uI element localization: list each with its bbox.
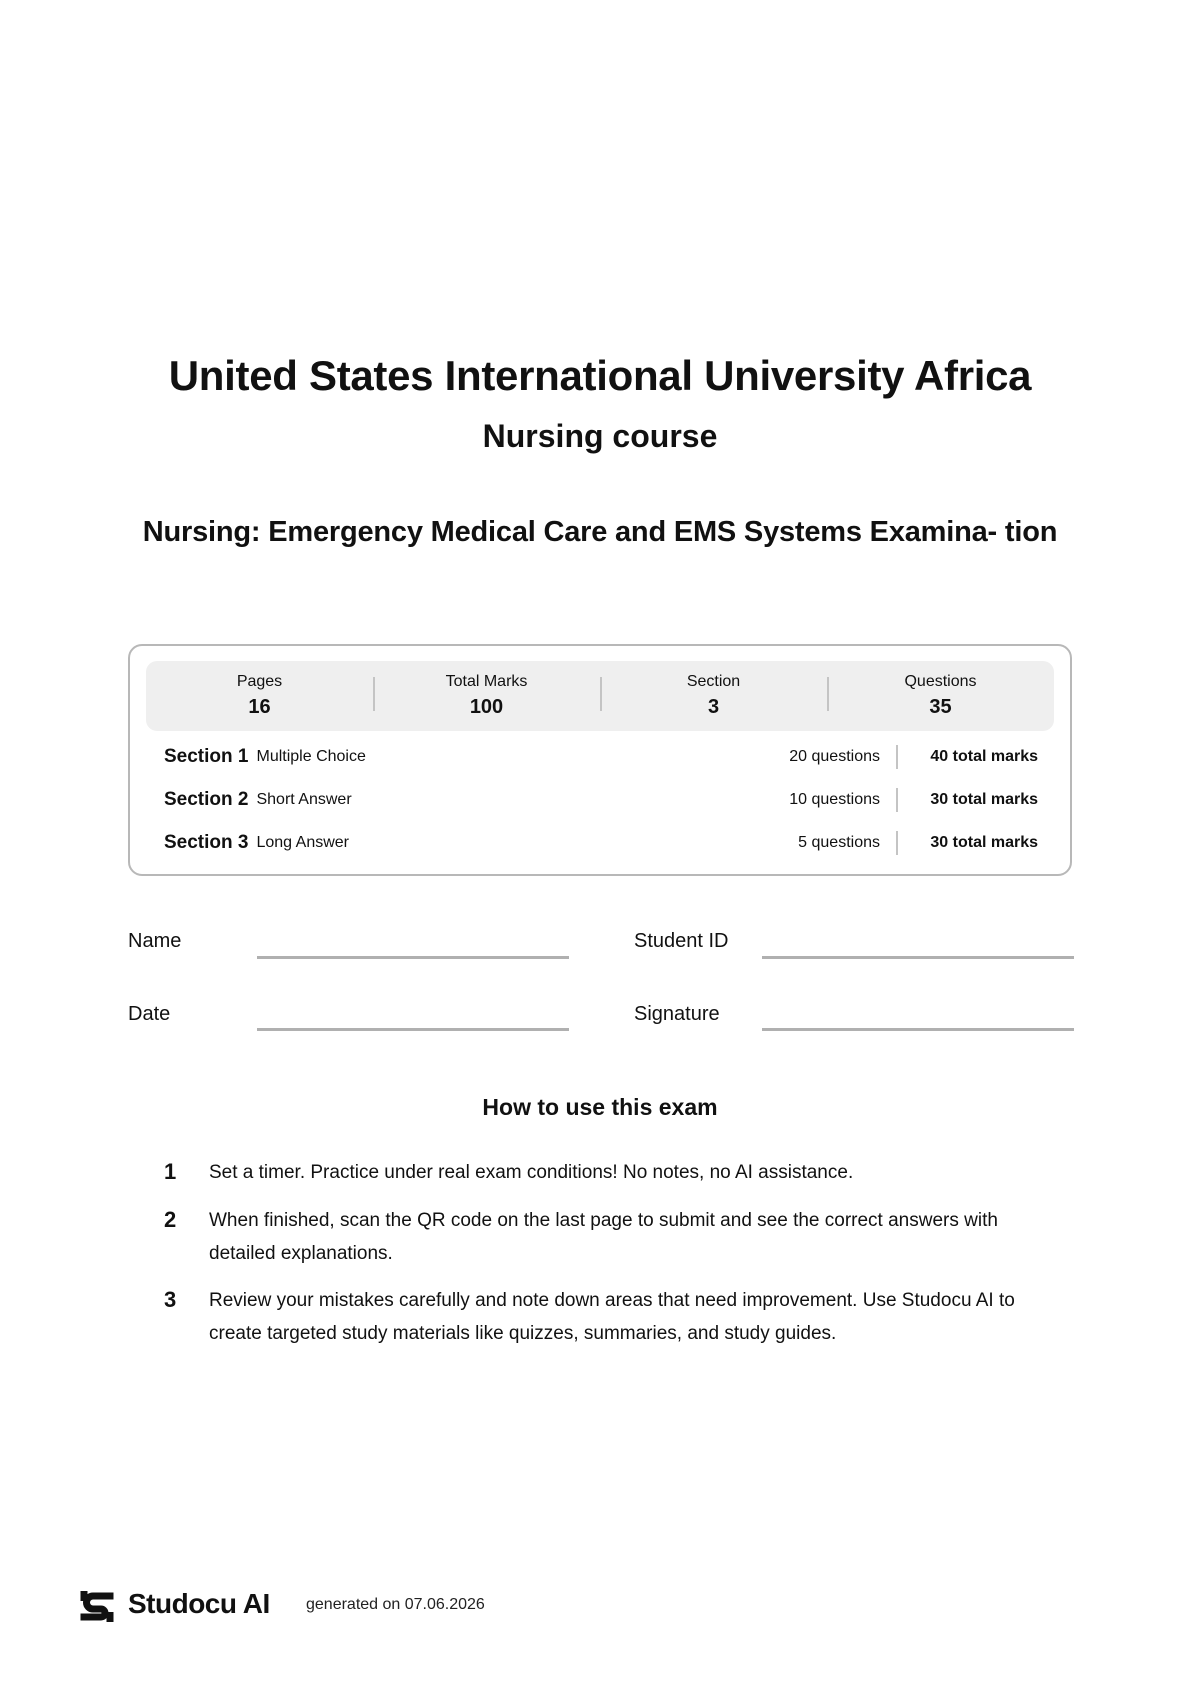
howto-step-2 [162,1204,1062,1270]
step-number: 3 [164,1287,177,1312]
howto-step-3 [162,1284,1062,1350]
step-number: 2 [164,1207,177,1232]
section-name: Section 1 [164,746,249,767]
signature-label: Signature [634,1003,720,1025]
name-field[interactable] [257,956,569,959]
step-text: When finished, scan the QR code on the last page to submit and see the correct answers with detailed explanations. [209,1210,998,1264]
step-text: Set a timer. Practice under real exam conditions! No notes, no AI assistance. [209,1162,854,1183]
section-questions: 10 questions [768,788,898,812]
section-type: Long Answer [256,834,349,851]
date-label: Date [128,1003,171,1025]
summary-pages [146,671,373,721]
summary-label: Pages [236,673,283,690]
howto-step-1 [162,1156,1062,1189]
exam-info-box [128,644,1072,876]
step-text: Review your mistakes carefully and note down areas that need improvement. Use Studocu AI to create targeted study materials like quizzes, summaries, and study guides. [209,1290,1015,1344]
summary-questions [827,671,1054,721]
university-title: United States International University Africa [168,352,1032,399]
exam-summary-bar [146,661,1054,731]
section-name: Section 3 [164,832,249,853]
summary-value: 100 [469,696,504,718]
studocu-logo-icon [80,1588,114,1624]
summary-section [600,671,827,721]
section-row-3 [164,828,1038,858]
section-row-1 [164,742,1038,772]
signature-field[interactable] [762,1028,1074,1031]
footer-generated-date: generated on 07.06.2026 [306,1596,485,1613]
section-questions: 20 questions [768,745,898,769]
course-title: Nursing course [482,418,718,454]
section-questions: 5 questions [768,831,898,855]
section-type: Short Answer [256,791,352,808]
name-label: Name [128,930,182,952]
section-type: Multiple Choice [256,748,366,765]
howto-title: How to use this exam [482,1094,718,1120]
summary-value: 3 [707,696,720,718]
student-id-field[interactable] [762,956,1074,959]
student-id-label: Student ID [634,930,729,952]
summary-label: Total Marks [445,673,528,690]
section-marks: 30 total marks [930,791,1038,808]
section-marks: 40 total marks [930,748,1038,765]
summary-value: 35 [929,696,952,718]
section-marks: 30 total marks [930,834,1038,851]
section-row-2 [164,785,1038,815]
section-name: Section 2 [164,789,249,810]
date-field[interactable] [257,1028,569,1031]
summary-label: Questions [904,673,977,690]
step-number: 1 [164,1159,177,1184]
footer-brand: Studocu AI [128,1588,270,1619]
summary-value: 16 [248,696,271,718]
exam-title: Nursing: Emergency Medical Care and EMS Systems Examina- tion [142,516,1058,548]
summary-label: Section [686,673,741,690]
summary-total-marks [373,671,600,721]
